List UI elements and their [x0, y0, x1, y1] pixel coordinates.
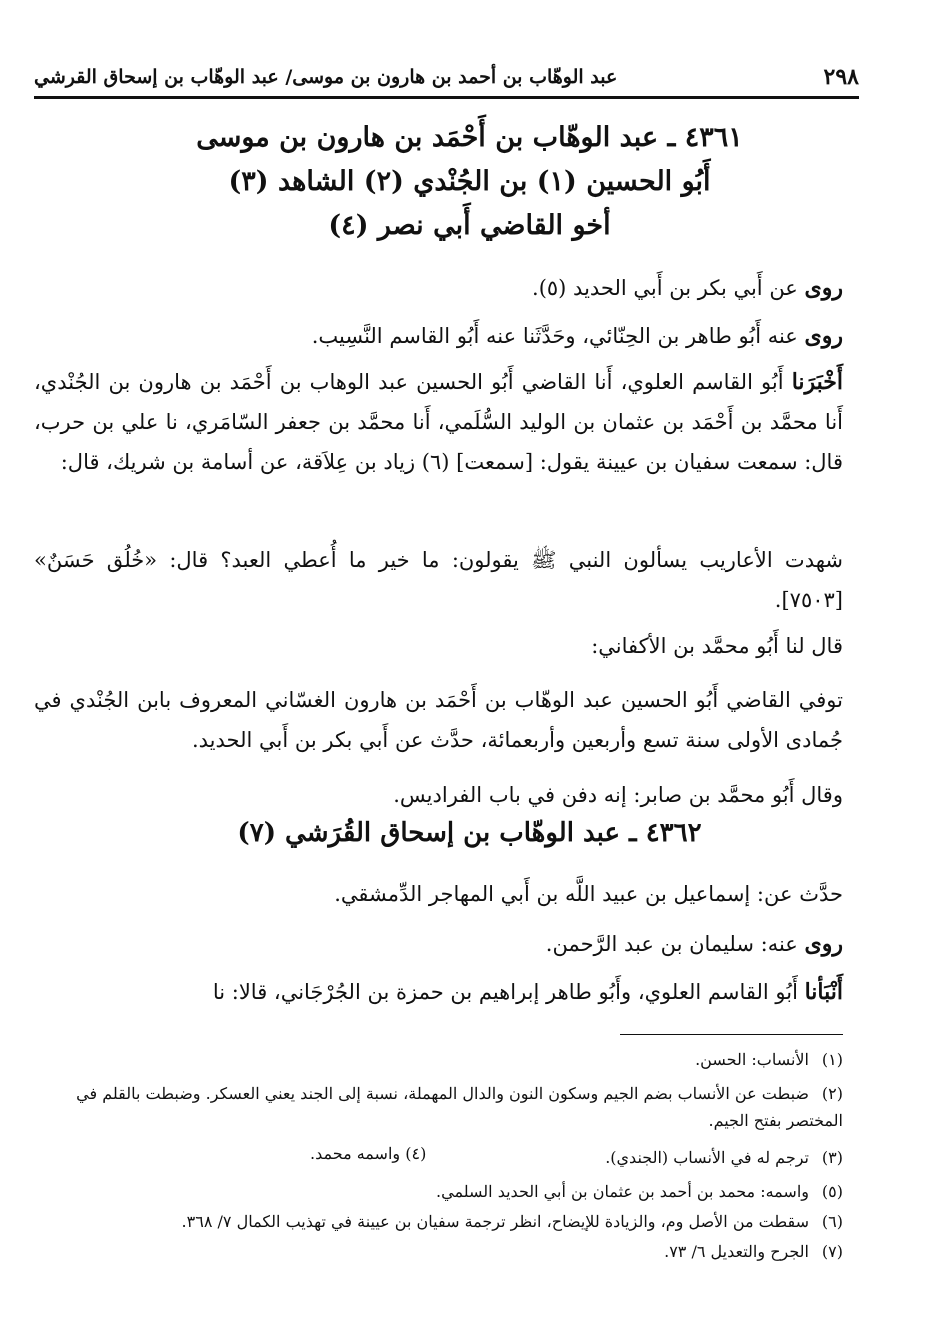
footnote-text: ترجم له في الأنساب (الجندي).	[605, 1148, 809, 1167]
entry2-haddatha	[34, 874, 843, 914]
anba-text: أَبُو القاسم العلوي، وأَبُو طاهر إبراهيم بن حمزة بن الجُرْجَاني، قالا: نا	[212, 980, 798, 1004]
footnote-rule	[620, 1034, 843, 1035]
akhbarana-label: أَخْبَرَنا	[791, 369, 844, 395]
footnote-number: (٥)	[821, 1182, 843, 1201]
footnote-4	[310, 1144, 426, 1163]
entry2-heading: ٤٣٦٢ ـ عبد الوهّاب بن إسحاق القُرَشي (٧)	[237, 818, 702, 848]
hadith-paragraph: شهدت الأعاريب يسألون النبي ﷺ يقولون: ما خير ما أُعطي العبد؟ قال: «خُلُق حَسَنٌ» [٧٥٠٣].	[34, 548, 843, 612]
entry-heading-line1: ٤٣٦١ ـ عبد الوهّاب بن أَحْمَد بن هارون بن موسى	[196, 122, 743, 153]
footnote-5	[34, 1178, 843, 1205]
footnote-text: الأنساب: الحسن.	[695, 1050, 809, 1069]
page-number: ٢٩٨	[823, 64, 859, 90]
haddatha-label: حدَّث	[799, 882, 843, 906]
narrated-label: روى	[804, 275, 843, 301]
footnote-1	[34, 1046, 843, 1073]
footnote-number: (٧)	[821, 1242, 843, 1261]
footnote-number: (٦)	[821, 1212, 843, 1231]
narrated-by-label: روى	[804, 323, 843, 349]
rawa-label: روى	[804, 931, 843, 957]
footnote-number: (٤)	[405, 1144, 427, 1163]
footnote-text: واسمه محمد.	[310, 1144, 401, 1163]
rawa-text: عنه: سليمان بن عبد الرَّحمن.	[545, 932, 798, 956]
footnote-number: (٣)	[821, 1148, 843, 1167]
narrated-from-paragraph	[34, 268, 843, 308]
footnote-2	[34, 1080, 843, 1134]
footnote-7	[34, 1238, 843, 1265]
isnad-text: أَبُو القاسم العلوي، أَنا القاضي أَبُو الحسين عبد الوهاب بن أَحْمَد بن هارون بن الجُنْدي، أَنا محمَّد بن أَحْمَد بن عثمان بن الوليد السُّلَمي، أَنا محمَّد بن جعفر السّامَري، نا علي بن حرب، قال: سمعت سفيان بن عيينة يقول: [سمعت] (٦) زياد بن عِلاَقة، عن أسامة بن شريك، قال:	[34, 370, 843, 474]
header-rule	[34, 96, 859, 99]
running-title: عبد الوهّاب بن أحمد بن هارون بن موسى/ عبد الوهّاب بن إسحاق القرشي	[34, 66, 618, 88]
entry-heading-line2: أَبُو الحسين (١) بن الجُنْدي (٢) الشاهد (٣)	[228, 166, 711, 197]
footnote-text: سقطت من الأصل وم، والزيادة للإيضاح، انظر ترجمة سفيان بن عيينة في تهذيب الكمال ٧/ ٣٦٨.	[181, 1212, 809, 1231]
footnote-number: (١)	[821, 1050, 843, 1069]
narrated-by-paragraph	[34, 316, 843, 356]
entry2-rawa	[34, 924, 843, 964]
footnote-text: واسمه: محمد بن أحمد بن عثمان بن أبي الحديد السلمي.	[436, 1182, 809, 1201]
footnote-6	[34, 1208, 843, 1235]
burial-paragraph: وقال أَبُو محمَّد بن صابر: إنه دفن في باب الفراديس.	[393, 783, 843, 807]
footnote-text: الجرح والتعديل ٦/ ٧٣.	[664, 1242, 809, 1261]
footnote-text: ضبطت عن الأنساب بضم الجيم وسكون النون والدال المهملة، نسبة إلى الجند يعني العسكر. وضبطت بالقلم في المختصر بفتح الجيم.	[76, 1084, 843, 1130]
narrated-text: عن أَبي بكر بن أَبي الحديد (٥).	[532, 276, 798, 300]
akfani-paragraph: قال لنا أَبُو محمَّد بن الأكفاني:	[591, 634, 843, 658]
entry-heading-line3: أخو القاضي أَبي نصر (٤)	[328, 210, 611, 241]
running-header	[34, 60, 859, 94]
isnad-paragraph	[34, 362, 843, 482]
footnote-number: (٢)	[821, 1084, 843, 1103]
entry2-anba	[34, 972, 843, 1012]
anba-label: أَنْبَأنا	[804, 979, 843, 1005]
death-paragraph: توفي القاضي أَبُو الحسين عبد الوهّاب بن أَحْمَد بن هارون الغسّاني المعروف بابن الجُنْدي في جُمادى الأولى سنة تسع وأربعين وأربعمائة، حدَّث عن أَبي بكر بن أَبي الحديد.	[34, 688, 843, 752]
footnote-3	[34, 1144, 843, 1171]
narrated-by-text: عنه أَبُو طاهر بن الحِنّائي، وحَدَّثَنا عنه أَبُو القاسم النَّسِيب.	[311, 324, 798, 348]
haddatha-text: عن: إسماعيل بن عبيد اللَّه بن أَبي المهاجر الدِّمشقي.	[334, 882, 793, 906]
